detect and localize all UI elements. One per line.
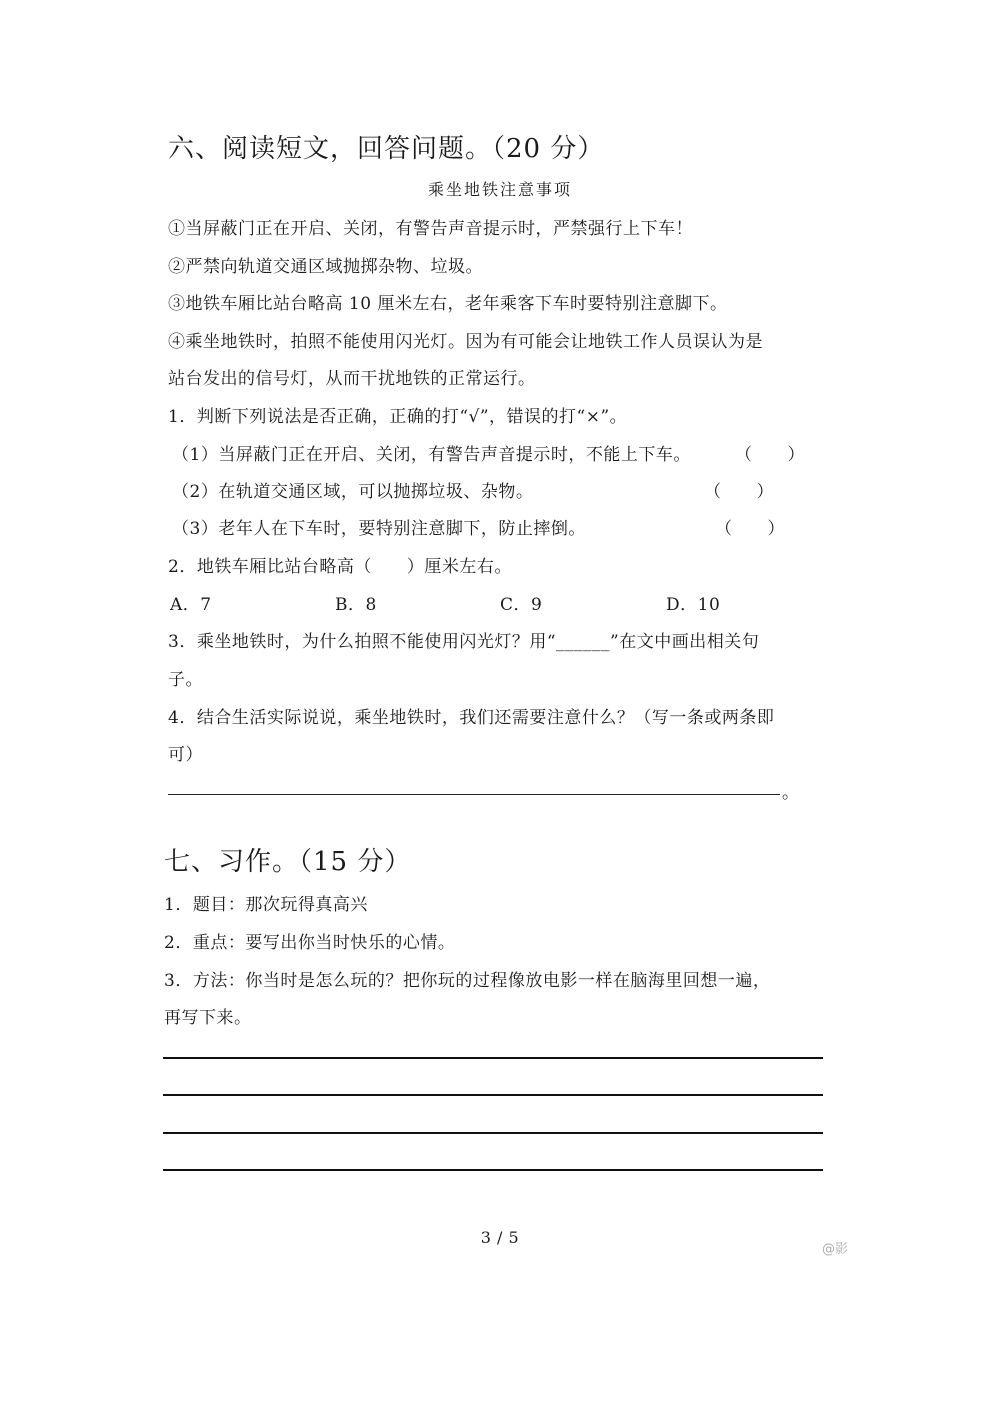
passage-line: ③地铁车厢比站台略高 10 厘米左右，老年乘客下车时要特别注意脚下。 [168,294,728,314]
section7-heading: 七、习作。（15 分） [164,847,412,877]
watermark: @影 [822,1242,849,1257]
writing-method-cont: 再写下来。 [164,1008,252,1028]
answer-line-end: 。 [782,783,800,803]
writing-line[interactable] [163,1057,823,1059]
writing-line[interactable] [163,1132,823,1134]
question-1: 1．判断下列说法是否正确，正确的打“√”，错误的打“×”。 [168,407,628,427]
question-3-cont: 子。 [168,670,203,690]
passage-title: 乘坐地铁注意事项 [427,180,572,199]
judge-item-2: （2）在轨道交通区域，可以抛掷垃圾、杂物。 [172,482,534,502]
option-a[interactable]: A．7 [170,595,212,615]
passage-line: ①当屏蔽门正在开启、关闭，有警告声音提示时，严禁强行上下车！ [168,219,693,239]
question-4-cont: 可） [168,745,203,765]
writing-method: 3．方法：你当时是怎么玩的？把你玩的过程像放电影一样在脑海里回想一遍， [164,971,771,991]
judge-blank-2[interactable]: （ ） [704,482,774,502]
writing-line[interactable] [163,1094,823,1096]
judge-blank-3[interactable]: （ ） [715,519,785,539]
question-4: 4．结合生活实际说说，乘坐地铁时，我们还需要注意什么？（写一条或两条即 [168,708,775,728]
passage-line: ④乘坐地铁时，拍照不能使用闪光灯。因为有可能会让地铁工作人员误认为是 [168,332,763,352]
passage-line: 站台发出的信号灯，从而干扰地铁的正常运行。 [168,369,536,389]
option-b[interactable]: B．8 [335,595,377,615]
question-2: 2．地铁车厢比站台略高（ ）厘米左右。 [168,557,512,577]
judge-item-1: （1）当屏蔽门正在开启、关闭，有警告声音提示时，不能上下车。 [172,445,691,465]
section6-heading: 六、阅读短文，回答问题。（20 分） [168,134,605,164]
writing-topic: 1．题目：那次玩得真高兴 [164,895,368,915]
judge-blank-1[interactable]: （ ） [735,445,805,465]
page-number: 3 / 5 [480,1228,520,1247]
writing-focus: 2．重点：要写出你当时快乐的心情。 [164,933,456,953]
answer-line[interactable] [168,794,780,795]
judge-item-3: （3）老年人在下车时，要特别注意脚下，防止摔倒。 [172,519,586,539]
option-c[interactable]: C．9 [500,595,543,615]
question-3: 3．乘坐地铁时，为什么拍照不能使用闪光灯？用“______”在文中画出相关句 [168,632,760,652]
option-d[interactable]: D．10 [666,595,721,615]
passage-line: ②严禁向轨道交通区域抛掷杂物、垃圾。 [168,257,483,277]
writing-line[interactable] [163,1169,823,1171]
